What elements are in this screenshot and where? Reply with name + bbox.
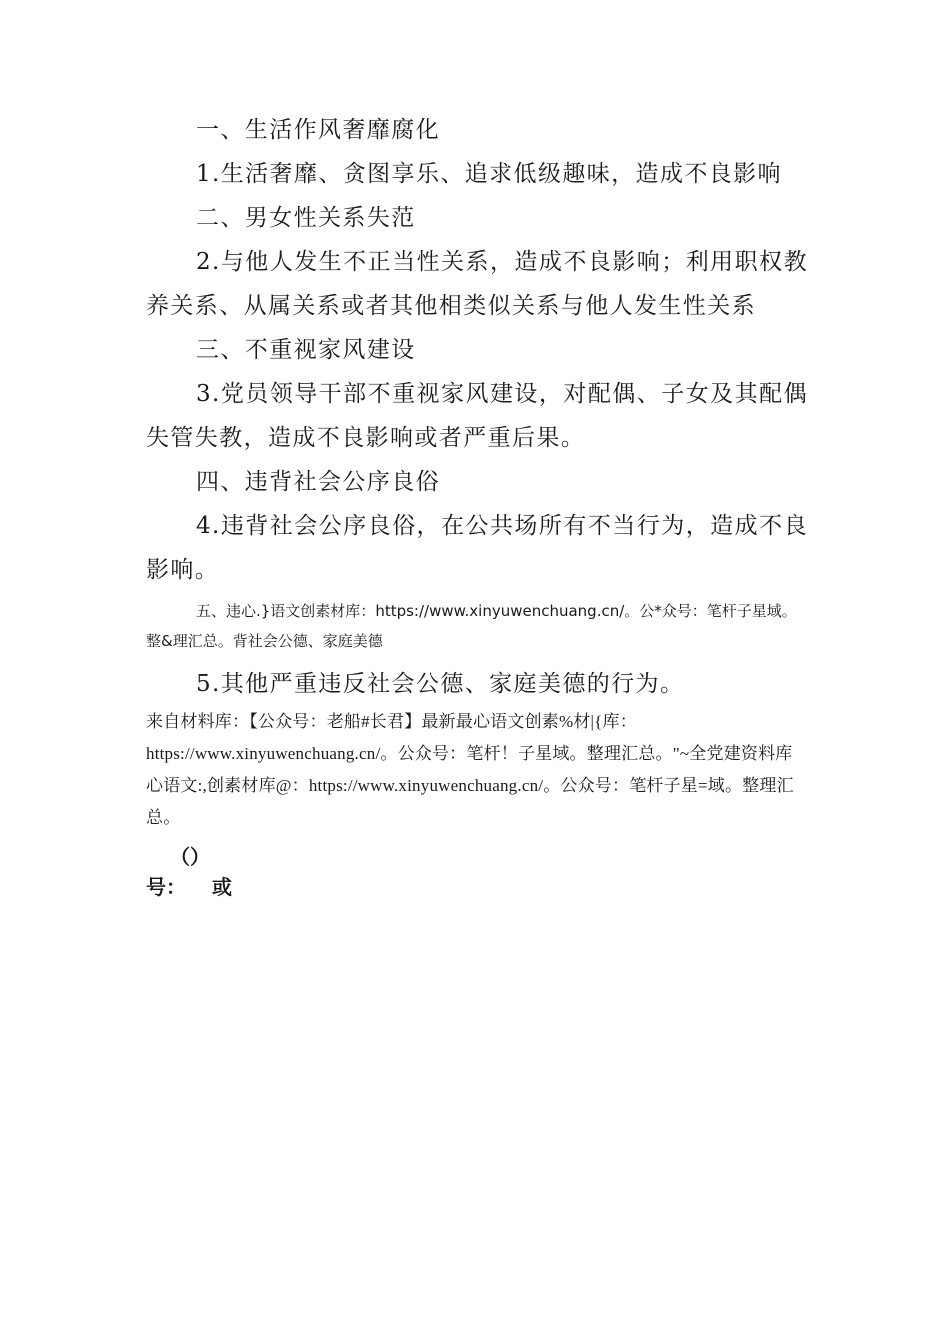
section-3-heading: 三、不重视家风建设 [196, 337, 416, 363]
section-3-body: 3.党员领导干部不重视家风建设，对配偶、子女及其配偶失管失教，造成不良影响或者严重后果。 [146, 381, 808, 451]
hao-label: 号： [146, 875, 186, 899]
section-5-heading: 五、违心.}语文创素材库：https://www.xinyuwenchuang.cn/。公*众号：笔杆子星域。整&理汇总。背社会公德、家庭美德 [146, 602, 797, 650]
section-1-heading: 一、生活作风奢靡腐化 [196, 117, 440, 143]
section-2-heading: 二、男女性关系失范 [196, 205, 416, 231]
footer-note: 来自材料库：【公众号：老船#长君】最新最心语文创素%材|{库：https://www.xinyuwenchuang.cn/。公众号：笔杆！子星域。整理汇总。"~全党建资料库心语文:,创素材库@：https://www.xinyuwenchuang.cn/。公众号：笔杆子星=域。整理汇总。 [146, 712, 794, 827]
section-5-body: 5.其他严重违反社会公德、家庭美德的行为。 [196, 671, 685, 697]
parentheses-line: （） [170, 845, 210, 869]
section-2-body: 2.与他人发生不正当性关系，造成不良影响；利用职权教养关系、从属关系或者其他相类似关系与他人发生性关系 [146, 249, 808, 319]
huo-label: 或 [212, 875, 232, 899]
section-4-heading: 四、违背社会公序良俗 [196, 469, 440, 495]
number-line [146, 872, 808, 902]
section-1-body: 1.生活奢靡、贪图享乐、追求低级趣味，造成不良影响 [196, 161, 782, 187]
section-4-body: 4.违背社会公序良俗，在公共场所有不当行为，造成不良影响。 [146, 513, 808, 583]
document-page [146, 108, 808, 902]
